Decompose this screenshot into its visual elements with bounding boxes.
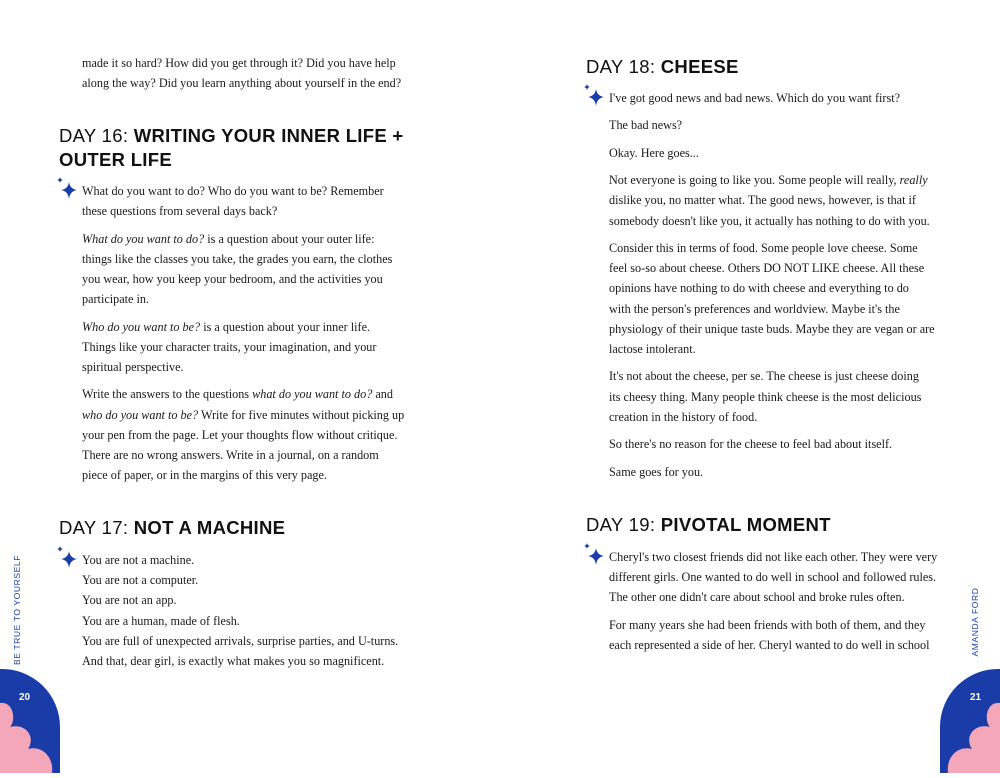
sparkle-icon xyxy=(582,542,606,568)
page-number: 21 xyxy=(970,692,982,703)
day16-heading: DAY 16: WRITING YOUR INNER LIFE + OUTER LIFE xyxy=(59,125,404,170)
day16-body: What do you want to do? Who do you want to be? Remember these questions from several days back? What do you want to do? is a question about your outer life: things like the classes you take, the grades you earn, the clothes you wear, how you keep your bedroom, and the activities you participate in. Who do you want to be? is a question about your inner life. Things like your character traits, your imagination, and your spiritual perspective. Write the answers to the questions what do you want to do? and who do you want to be? Write for five minutes without picking up your pen from the page. Let your thoughts flow without critique. There are no wrong answers. Write in a journal, on a random piece of paper, or in the margins of this very page. xyxy=(82,184,405,483)
left-page xyxy=(0,0,500,773)
page-corner-decoration xyxy=(0,665,70,773)
page-corner-decoration xyxy=(930,665,1000,773)
sparkle-icon xyxy=(582,83,606,109)
page-number: 20 xyxy=(19,692,31,703)
day18-body: I've got good news and bad news. Which do you want first? The bad news? Okay. Here goes... Not everyone is going to like you. Some people will really, really dislike you, no matter what. The good news, however, is that if somebody doesn't like you, it actually has nothing to do with you. Consider this in terms of food. Some people love cheese. Some feel so-so about cheese. Others DO NOT LIKE cheese. All these opinions have nothing to do with cheese and everything to do with the person's preferences and worldview. Maybe it's the physiology of their unique taste buds. Maybe they are vegan or are lactose intolerant. It's not about the cheese, per se. The cheese is just cheese doing its cheesy thing. Many people think cheese is the most delicious creation in the history of food. So there's no reason for the cheese to feel bad about itself. Same goes for you. xyxy=(609,91,935,479)
running-title: AMANDA FORD xyxy=(970,587,980,657)
day19-heading: DAY 19: PIVOTAL MOMENT xyxy=(586,514,831,535)
day18-heading: DAY 18: CHEESE xyxy=(586,56,739,77)
day19-body: Cheryl's two closest friends did not like each other. They were very different girls. One wanted to do well in school and followed rules. The other one didn't care about school and broke rules often. For many years she had been friends with both of them, and they each represented a side of her. Cheryl wanted to do well in school xyxy=(609,550,938,652)
sparkle-icon xyxy=(55,545,79,571)
sparkle-icon xyxy=(55,176,79,202)
day17-heading: DAY 17: NOT A MACHINE xyxy=(59,517,286,538)
running-title: BE TRUE TO YOURSELF xyxy=(12,555,22,665)
day17-body: You are not a machine. You are not a computer. You are not an app. You are a human, made of flesh. You are full of unexpected arrivals, surprise parties, and U-turns. And that, dear girl, is exactly what makes you so magnificent. xyxy=(82,553,399,669)
intro-paragraph: made it so hard? How did you get through it? Did you have help along the way? Did you learn anything about yourself in the end? xyxy=(82,56,402,91)
right-page xyxy=(500,0,1000,773)
